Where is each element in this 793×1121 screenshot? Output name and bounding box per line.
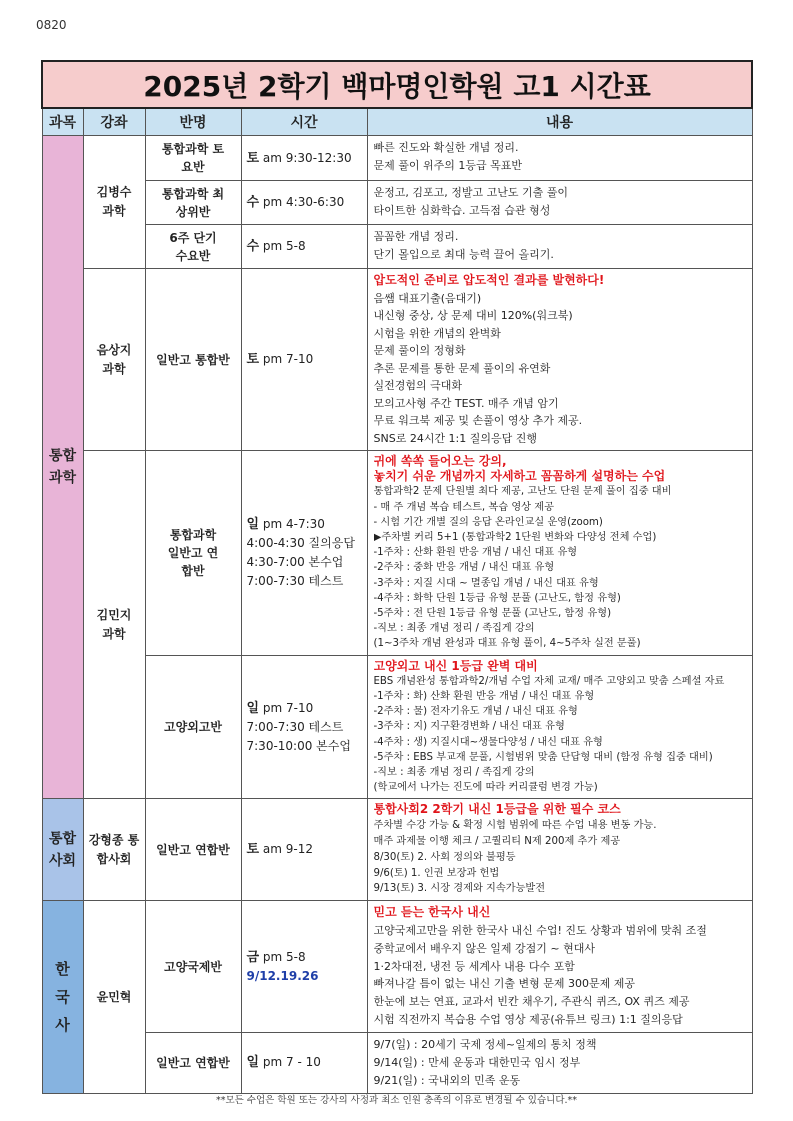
teacher-kang-hyungjong: 강형종 통합사회 [83, 799, 145, 901]
table-row [42, 901, 752, 1033]
class-time: 토 am 9-12 [241, 799, 367, 901]
table-row [42, 225, 752, 269]
page-title: 2025년 2학기 백마명인학원 고1 시간표 [42, 61, 752, 108]
document-code: 0820 [36, 18, 67, 32]
teacher-yoon-minhyuk: 윤민혁 [83, 901, 145, 1094]
subject-integrated-society: 통합 사회 [42, 799, 83, 901]
class-content: 믿고 듣는 한국사 내신 고양국제고만을 위한 한국사 내신 수업! 진도 상황과 범위에 맞춰 조절 중학교에서 배우지 않은 일제 강점기 ~ 현대사 1·2차대전, 냉전 등 세계사 내용 다수 포함 빠져나갈 틈이 없는 내신 기출 변형 문제 300문제 제공 한눈에 보는 연표, 교과서 빈칸 채우기, 주관식 퀴즈, OX 퀴즈 제공 시험 직전까지 복습용 수업 영상 제공(유튜브 링크) 1:1 질의응답 [367, 901, 752, 1033]
class-time: 일 pm 4-7:30 4:00-4:30 질의응답 4:30-7:00 본수업 7:00-7:30 테스트 [241, 451, 367, 656]
class-name: 일반고 통합반 [145, 269, 241, 451]
table-row [42, 269, 752, 451]
table-row [42, 181, 752, 225]
table-row [42, 136, 752, 181]
class-time: 토 am 9:30-12:30 [241, 136, 367, 181]
class-content: 귀에 쏙쏙 들어오는 강의, 놓치기 쉬운 개념까지 자세하고 꼼꼼하게 설명하는 수업 통합과학2 문제 단원별 최다 제공, 고난도 단원 문제 풀이 집중 대비 - 매 주 개념 복습 테스트, 복습 영상 제공 - 시험 기간 개별 질의 응답 온라인교실 운영(zoom) ▶주차별 커리 5+1 (통합과학2 1단원 변화와 다양성 전체 수업) -1주차 : 산화 환원 반응 개념 / 내신 대표 유형 -2주차 : 중화 반응 개념 / 내신 대표 유형 -3주차 : 지질 시대 ~ 멸종입 개념 / 내신 대표 유형 -4주차 : 화학 단원 1등급 유형 문풀 (고난도, 함정 유형) -5주차 : 전 단원 1등급 유형 문풀 (고난도, 함정 유형) -직보 : 최종 개념 정리 / 족집게 강의 (1~3주차 개념 완성과 대표 유형 풀이, 4~5주차 실전 문풀) [367, 451, 752, 656]
class-content: 빠른 진도와 확실한 개념 정리. 문제 풀이 위주의 1등급 목표반 [367, 136, 752, 181]
class-name: 6주 단기 수요반 [145, 225, 241, 269]
header-subject: 과목 [42, 108, 83, 136]
table-row [42, 451, 752, 656]
header-class: 반명 [145, 108, 241, 136]
footer-note: **모든 수업은 학원 또는 강사의 사정과 최소 인원 충족의 이유로 변경될 수 있습니다.** [215, 1095, 578, 1106]
teacher-kim-minji: 김민지 과학 [83, 451, 145, 799]
header-content: 내용 [367, 108, 752, 136]
class-name: 고양외고반 [145, 655, 241, 799]
teacher-eum-sangji: 음상지 과학 [83, 269, 145, 451]
teacher-kim-byungsu: 김병수 과학 [83, 136, 145, 269]
class-content: 고양외고 내신 1등급 완벽 대비 EBS 개념완성 통합과학2/개념 수업 자체 교재/ 매주 고양외고 맞춤 스페셜 자료 -1주차 : 화) 산화 환원 반응 개념 / 내신 대표 유형 -2주차 : 물) 전자기유도 개념 / 내신 대표 유형 -3주차 : 지) 지구환경변화 / 내신 대표 유형 -4주차 : 생) 지질시대~생물다양성 / 내신 대표 유형 -5주차 : EBS 부교재 문풀, 시험범위 맞춤 단답형 대비 (함정 유형 집중 대비) -직보 : 최종 개념 정리 / 족집게 강의 (학교에서 나가는 진도에 따라 커리큘럼 변경 가능) [367, 655, 752, 799]
class-content: 통합사회2 2학기 내신 1등급을 위한 필수 코스 주차별 수강 가능 & 확정 시험 범위에 따른 수업 내용 변동 가능. 매주 과제물 이행 체크 / 고퀄리티 N제 200제 추가 제공 8/30(토) 2. 사회 정의와 불평등 9/6(토) 1. 인권 보장과 헌법 9/13(토) 3. 시장 경제와 지속가능발전 [367, 799, 752, 901]
subject-korean-history: 한 국 사 [42, 901, 83, 1094]
class-time: 수 pm 4:30-6:30 [241, 181, 367, 225]
table-row [42, 799, 752, 901]
timetable [41, 60, 753, 1094]
class-content: 운정고, 김포고, 정발고 고난도 기출 풀이 타이트한 심화학습. 고득점 습관 형성 [367, 181, 752, 225]
class-name: 통합과학 일반고 연합반 [145, 451, 241, 656]
table-row [42, 1032, 752, 1093]
class-time: 일 pm 7-10 7:00-7:30 테스트 7:30-10:00 본수업 [241, 655, 367, 799]
header-time: 시간 [241, 108, 367, 136]
subject-integrated-science: 통합 과학 [42, 136, 83, 799]
header-course: 강좌 [83, 108, 145, 136]
header-row [42, 108, 752, 136]
class-content: 꼼꼼한 개념 정리. 단기 몰입으로 최대 능력 끌어 올리기. [367, 225, 752, 269]
class-time: 수 pm 5-8 [241, 225, 367, 269]
class-time: 금 pm 5-8 9/12.19.26 [241, 901, 367, 1033]
class-name: 통합과학 토요반 [145, 136, 241, 181]
class-content: 9/7(일) : 20세기 국제 정세~일제의 통치 정책 9/14(일) : 만세 운동과 대한민국 임시 정부 9/21(일) : 국내외의 민족 운동 [367, 1032, 752, 1093]
class-name: 고양국제반 [145, 901, 241, 1033]
class-content: 압도적인 준비로 압도적인 결과를 발현하다! 음쌤 대표기출(음대기) 내신형 중상, 상 문제 대비 120%(워크북) 시험을 위한 개념의 완벽화 문제 풀이의 정형화 추론 문제를 통한 문제 풀이의 유연화 실전경험의 극대화 모의고사형 주간 TEST. 매주 개념 암기 무료 워크북 제공 및 손풀이 영상 추가 제공. SNS로 24시간 1:1 질의응답 진행 [367, 269, 752, 451]
class-time: 일 pm 7 - 10 [241, 1032, 367, 1093]
class-name: 일반고 연합반 [145, 1032, 241, 1093]
class-time: 토 pm 7-10 [241, 269, 367, 451]
table-row [42, 655, 752, 799]
class-name: 일반고 연합반 [145, 799, 241, 901]
class-name: 통합과학 최상위반 [145, 181, 241, 225]
